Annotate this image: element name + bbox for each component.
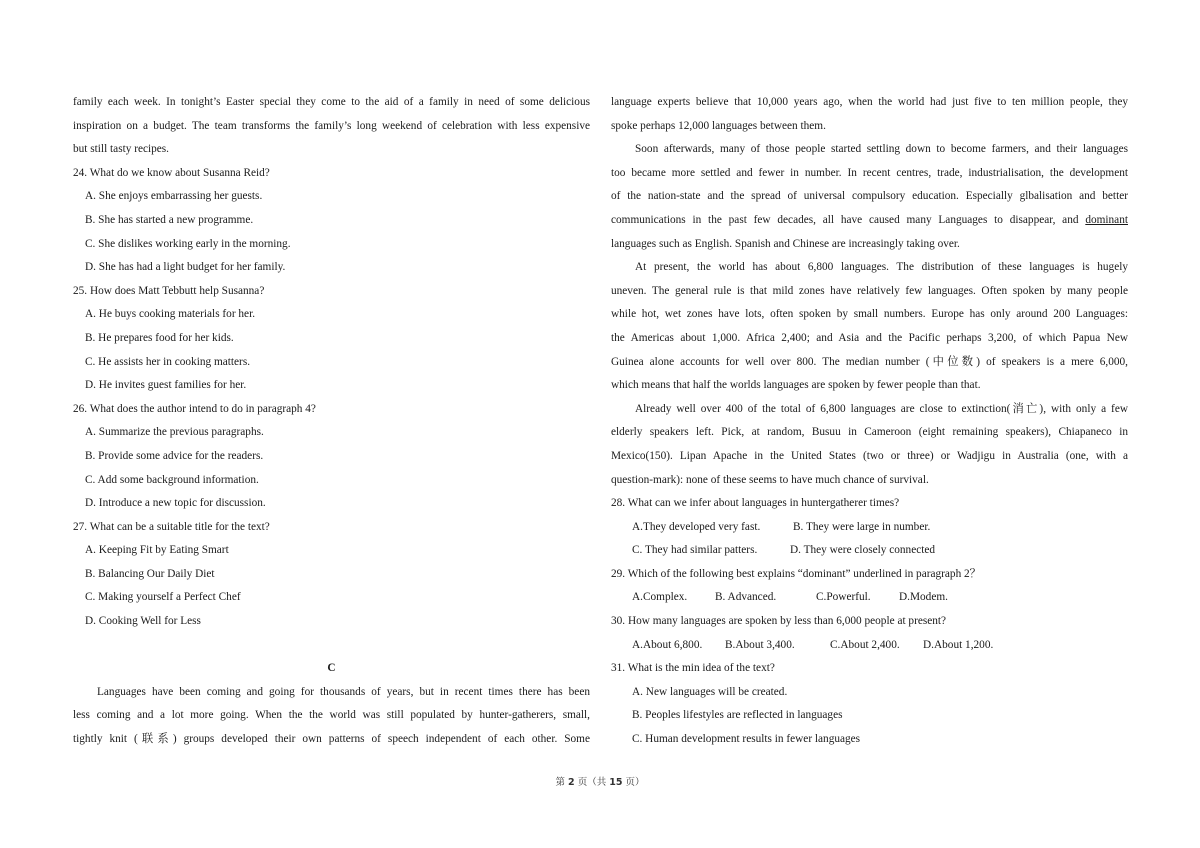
text-line: Already well over 400 of the total of 6,800 languages are close to extinction(消亡), with only a few [635, 402, 1128, 415]
question-31-option-a: A. New languages will be created. [632, 685, 788, 698]
question-26-option-d: D. Introduce a new topic for discussion. [85, 497, 266, 510]
question-30-stem: 30. How many languages are spoken by less than 6,000 people at present? [611, 615, 947, 628]
question-28-option-a: A.They developed very fast. [632, 520, 761, 533]
question-31-option-b: B. Peoples lifestyles are reflected in languages [632, 709, 843, 722]
text-line: which means that half the worlds languages are spoken by fewer people than that. [611, 379, 981, 392]
question-28-option-b: B. They were large in number. [793, 520, 931, 533]
text-line: Guinea alone accounts for well over 800. The median number (中位数) of speakers is a mere 6,000, [611, 355, 1128, 368]
question-24-option-d: D. She has had a light budget for her family. [85, 261, 286, 274]
question-25-option-b: B. He prepares food for her kids. [85, 331, 234, 344]
question-24-option-c: C. She dislikes working early in the morning. [85, 237, 291, 250]
right-column [611, 91, 1128, 752]
text-line: languages such as English. Spanish and Chinese are increasingly taking over. [611, 237, 960, 250]
footer-total-pages: 15 [609, 777, 623, 788]
underlined-word: dominant [1085, 213, 1128, 226]
question-31-option-c: C. Human development results in fewer languages [632, 733, 861, 746]
footer-middle: 页（共 [577, 777, 607, 788]
question-29-option-a: A.Complex. [632, 591, 688, 604]
question-30-option-d: D.About 1,200. [923, 638, 994, 651]
question-24-option-b: B. She has started a new programme. [85, 213, 254, 226]
question-28-option-d: D. They were closely connected [790, 544, 936, 557]
question-27-option-a: A. Keeping Fit by Eating Smart [85, 544, 229, 557]
text-line: while hot, wet zones have lots, often spoken by small numbers. Europe has only around 200 Languages: [611, 308, 1128, 321]
footer-suffix: 页） [625, 777, 645, 788]
question-30-options-row [611, 634, 1128, 658]
question-26-option-c: C. Add some background information. [85, 473, 259, 486]
question-25-stem: 25. How does Matt Tebbutt help Susanna? [73, 284, 265, 297]
question-30-option-b: B.About 3,400. [725, 638, 795, 651]
text-line: of the nation-state and the spread of universal compulsory education. Especially glbalisation and better [611, 190, 1128, 203]
text-line: the Americas about 1,000. Africa 2,400; and Asia and the Pacific perhaps 3,200, of which Papua New [611, 331, 1128, 344]
text-line: less coming and a lot more going. When the the world was still populated by hunter-gatherers, small, [73, 709, 590, 722]
page-footer [0, 774, 1200, 788]
question-28-options-row [611, 539, 1128, 563]
text-line: spoke perhaps 12,000 languages between them. [611, 119, 826, 132]
question-26-stem: 26. What does the author intend to do in paragraph 4? [73, 402, 316, 415]
text-line: elderly speakers left. Pick, at random, Busuu in Cameroon (eight remaining speakers), Chiapaneco in [611, 426, 1128, 439]
text-line: too became more settled and fewer in number. In recent centres, trade, industrialisation, the development [611, 166, 1128, 179]
section-heading: C [327, 662, 336, 675]
text-segment: communications in the past few decades, all have caused many Languages to disappear, and [611, 213, 1079, 226]
text-line: language experts believe that 10,000 years ago, when the world had just five to ten million people, they [611, 96, 1128, 108]
question-26-option-a: A. Summarize the previous paragraphs. [85, 426, 264, 439]
text-line: uneven. The general rule is that mild zones have relatively few languages. Often spoken by many people [611, 284, 1128, 297]
text-line: Languages have been coming and going for thousands of years, but in recent times there has been [97, 685, 590, 698]
spacer [73, 634, 590, 658]
text-line: but still tasty recipes. [73, 143, 170, 156]
text-line: question-mark): none of these seems to have much chance of survival. [611, 473, 929, 486]
text-line: At present, the world has about 6,800 languages. The distribution of these languages is hugely [635, 261, 1128, 274]
question-27-stem: 27. What can be a suitable title for the text? [73, 520, 270, 533]
question-29-option-b: B. Advanced. [715, 591, 777, 604]
text-line: inspiration on a budget. The team transforms the family’s long weekend of celebration with less expensive [73, 119, 590, 132]
question-27-option-c: C. Making yourself a Perfect Chef [85, 591, 241, 604]
question-29-option-c: C.Powerful. [816, 591, 871, 604]
question-31-stem: 31. What is the min idea of the text? [611, 662, 775, 675]
question-29-option-d: D.Modem. [899, 591, 948, 604]
text-line: tightly knit (联系) groups developed their own patterns of speech independent of each other. Some [73, 733, 590, 746]
question-25-option-c: C. He assists her in cooking matters. [85, 355, 251, 368]
question-28-option-c: C. They had similar patters. [632, 544, 758, 557]
question-27-option-d: D. Cooking Well for Less [85, 615, 201, 628]
text-line: family each week. In tonight’s Easter special they come to the aid of a family in need of some delicious [73, 96, 590, 108]
footer-page-number: 2 [568, 777, 575, 788]
text-line: Mexico(150). Lipan Apache in the United States (two or three) or Wadjigu in Australia (one, with a [611, 449, 1128, 462]
question-28-options-row [611, 516, 1128, 540]
question-26-option-b: B. Provide some advice for the readers. [85, 449, 264, 462]
question-25-option-d: D. He invites guest families for her. [85, 379, 247, 392]
question-29-options-row [611, 586, 1128, 610]
question-30-option-c: C.About 2,400. [830, 638, 900, 651]
question-24-stem: 24. What do we know about Susanna Reid? [73, 166, 270, 179]
question-24-option-a: A. She enjoys embarrassing her guests. [85, 190, 263, 203]
text-line: Soon afterwards, many of those people started settling down to become farmers, and their languages [635, 143, 1128, 156]
question-30-option-a: A.About 6,800. [632, 638, 703, 651]
left-column [73, 91, 590, 752]
question-29-stem: 29. Which of the following best explains “dominant” underlined in paragraph 2？ [611, 567, 981, 580]
question-27-option-b: B. Balancing Our Daily Diet [85, 567, 215, 580]
question-25-option-a: A. He buys cooking materials for her. [85, 308, 256, 321]
question-28-stem: 28. What can we infer about languages in huntergatherer times? [611, 497, 900, 510]
footer-prefix: 第 [555, 777, 565, 788]
text-line-with-underline [611, 209, 1128, 233]
